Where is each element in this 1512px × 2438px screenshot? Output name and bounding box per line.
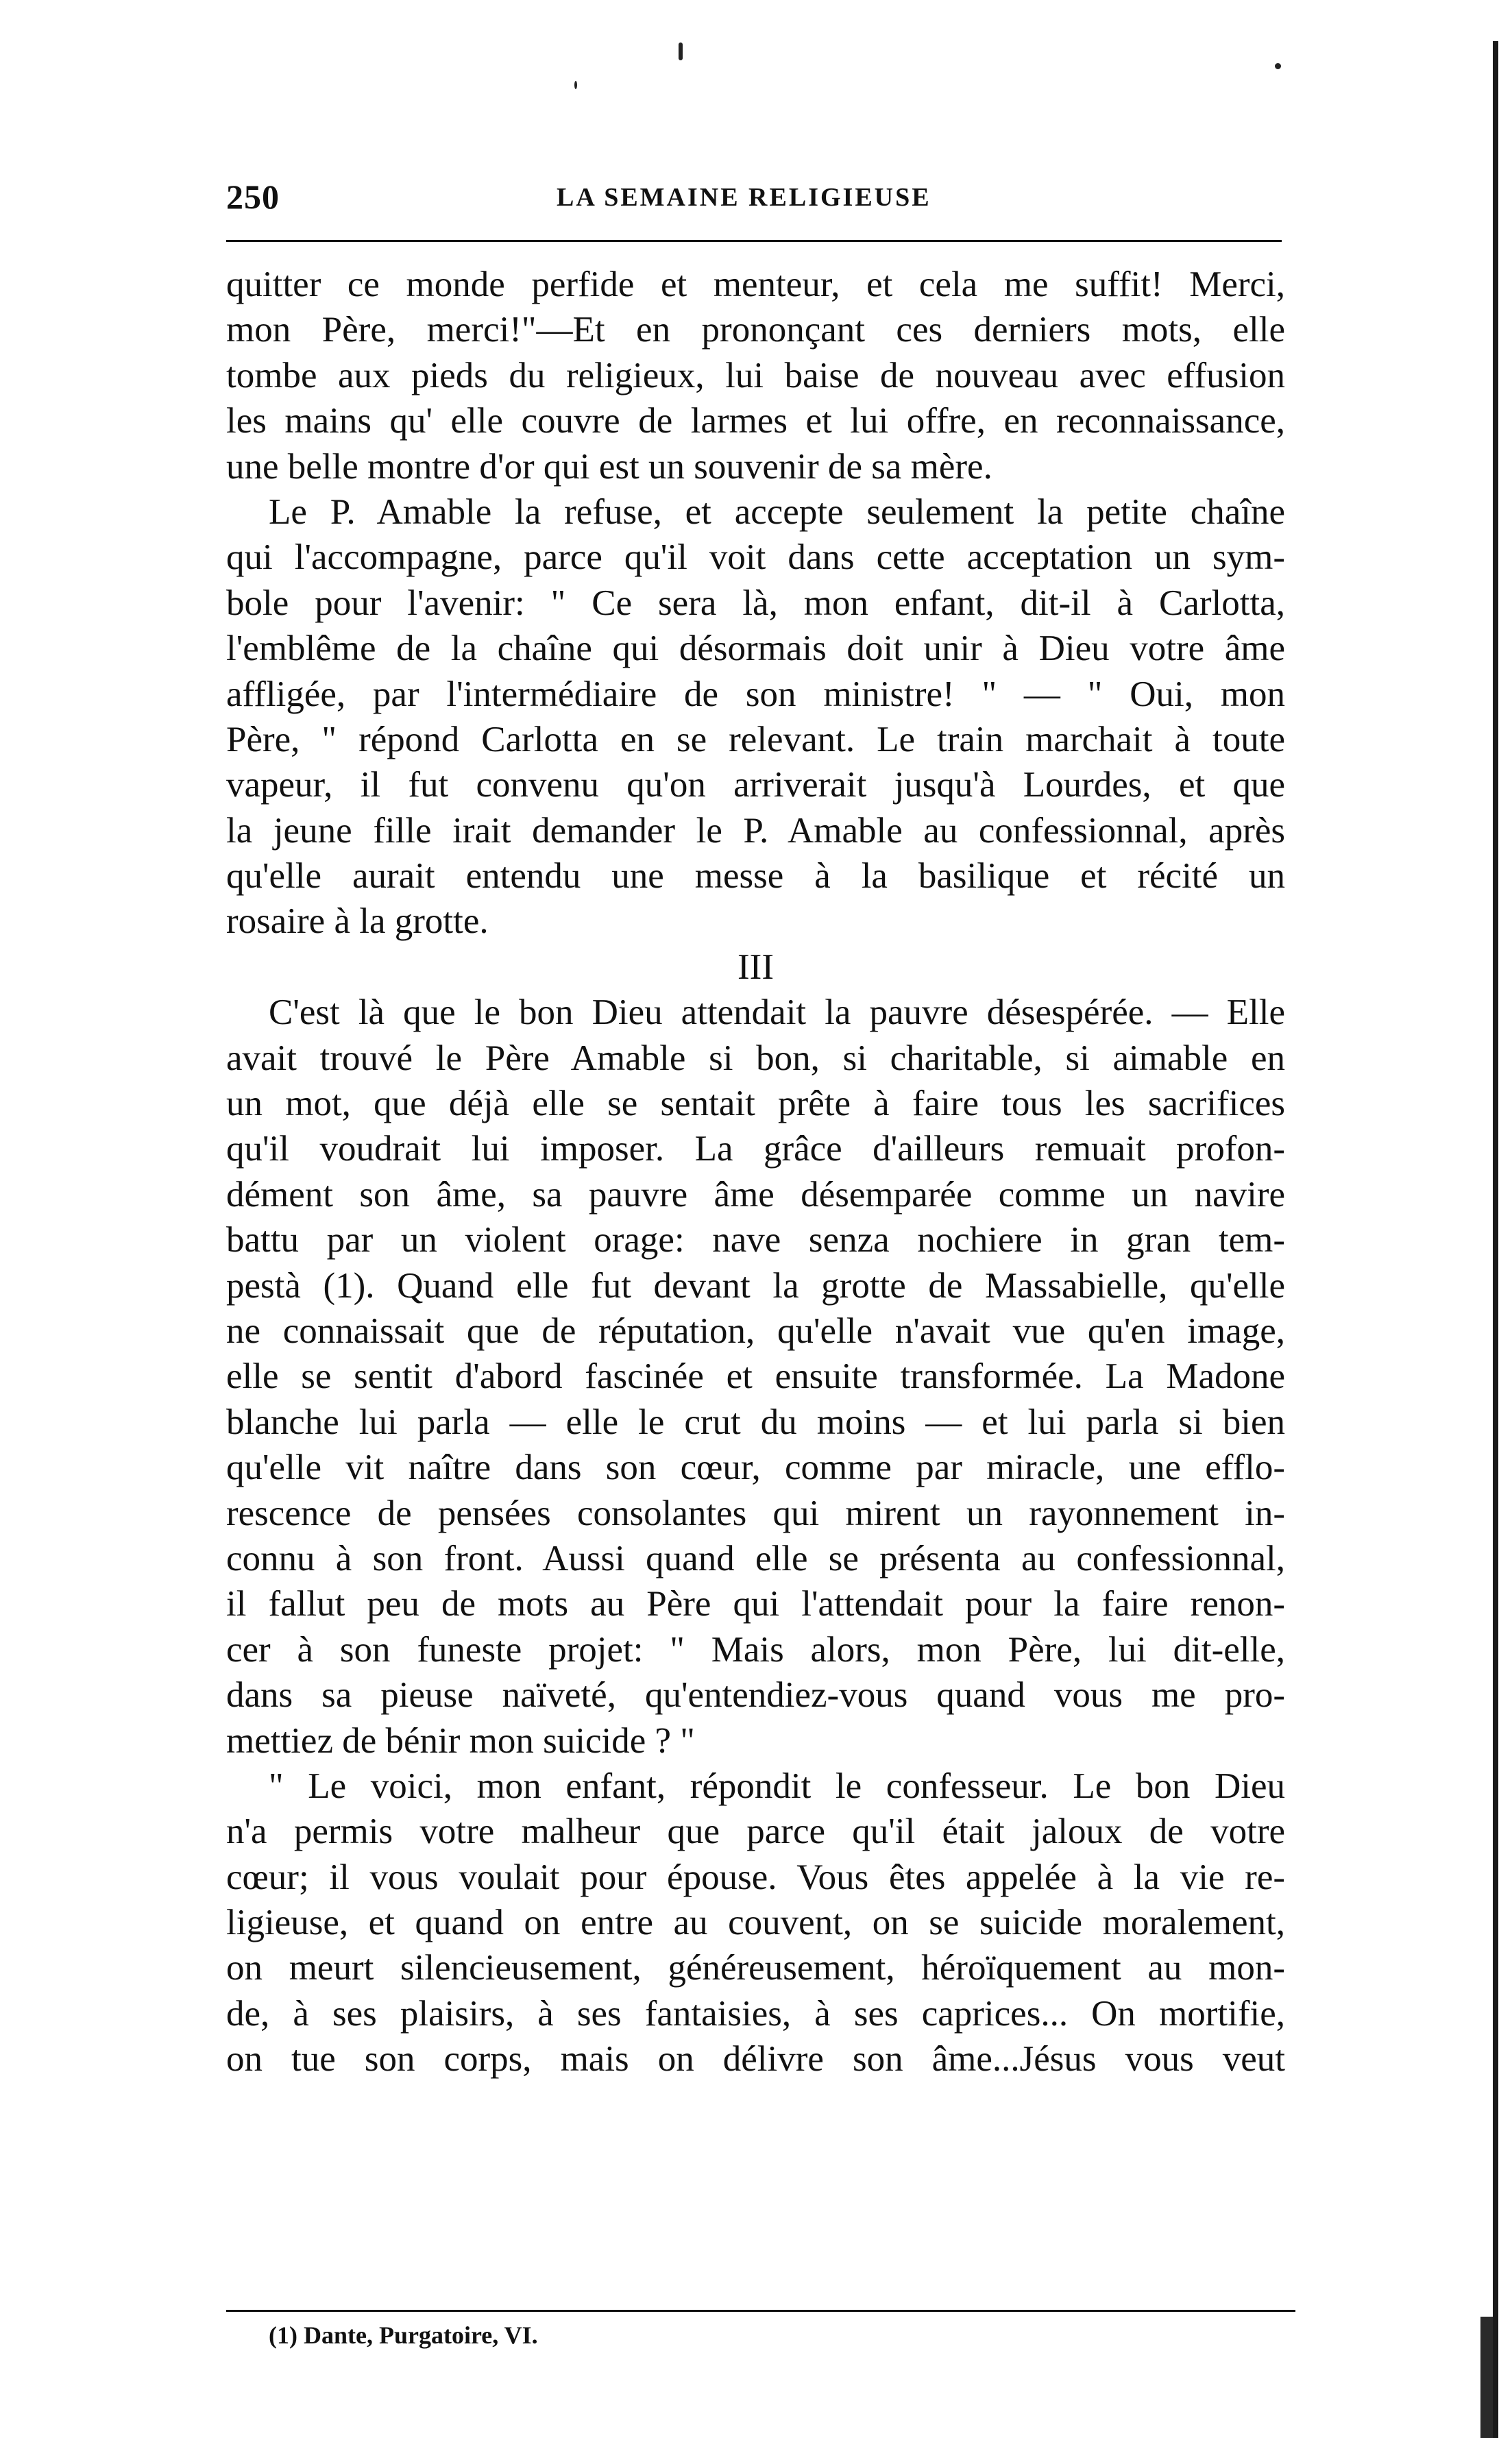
text-line: battu par un violent orage: nave senza nochiere in gran tem-	[226, 1220, 1285, 1260]
text-line: pestà (1). Quand elle fut devant la grotte de Massabielle, qu'elle	[226, 1265, 1285, 1306]
text-line: avait trouvé le Père Amable si bon, si charitable, si aimable en	[226, 1038, 1285, 1078]
text-line: qu'elle aurait entendu une messe à la basilique et récité un	[226, 856, 1285, 897]
text-line: il fallut peu de mots au Père qui l'attendait pour la faire renon-	[226, 1584, 1285, 1624]
text-line: n'a permis votre malheur que parce qu'il était jaloux de votre	[226, 1812, 1285, 1852]
text-line: cœur; il vous voulait pour épouse. Vous êtes appelée à la vie re-	[226, 1857, 1285, 1897]
page-number: 250	[226, 178, 280, 216]
text-line: mettiez de bénir mon suicide ? "	[226, 1720, 695, 1761]
section-heading: III	[737, 947, 774, 987]
text-line: connu à son front. Aussi quand elle se présenta au confessionnal,	[226, 1538, 1285, 1578]
text-line: bole pour l'avenir: " Ce sera là, mon enfant, dit-il à Carlotta,	[226, 583, 1285, 623]
text-line: une belle montre d'or qui est un souvenir de sa mère.	[226, 446, 992, 487]
body-text	[226, 262, 1295, 2082]
text-line: quitter ce monde perfide et menteur, et cela me suffit! Merci,	[226, 265, 1285, 304]
text-line: rescence de pensées consolantes qui mirent un rayonnement in-	[226, 1493, 1285, 1533]
text-line: rosaire à la grotte.	[226, 901, 489, 942]
text-line: les mains qu' elle couvre de larmes et lui offre, en reconnaissance,	[226, 401, 1285, 441]
text-line: on meurt silencieusement, généreusement, héroïquement au mon-	[226, 1948, 1285, 1988]
text-line: dans sa pieuse naïveté, qu'entendiez-vous quand vous me pro-	[226, 1675, 1285, 1716]
text-line: l'emblême de la chaîne qui désormais doit unir à Dieu votre âme	[226, 629, 1285, 669]
text-line: qu'il voudrait lui imposer. La grâce d'ailleurs remuait profon-	[226, 1129, 1285, 1169]
text-line: vapeur, il fut convenu qu'on arriverait jusqu'à Lourdes, et que	[226, 765, 1285, 805]
scan-edge-shadow	[1493, 41, 1498, 2438]
footnote-rule	[226, 2310, 1295, 2312]
text-line: cer à son funeste projet: " Mais alors, mon Père, lui dit-elle,	[226, 1629, 1285, 1670]
text-line: mon Père, merci!"—Et en prononçant ces derniers mots, elle	[226, 310, 1285, 350]
text-line: elle se sentit d'abord fascinée et ensuite transformée. La Madone	[226, 1356, 1285, 1397]
text-line: dément son âme, sa pauvre âme désemparée comme un navire	[226, 1174, 1285, 1215]
text-line: la jeune fille irait demander le P. Amable au confessionnal, après	[226, 810, 1285, 851]
text-line: ligieuse, et quand on entre au couvent, on se suicide moralement,	[226, 1903, 1285, 1943]
text-line: Le P. Amable la refuse, et accepte seulement la petite chaîne	[269, 491, 1285, 532]
text-line: tombe aux pieds du religieux, lui baise de nouveau avec effusion	[226, 355, 1285, 395]
header-rule	[226, 240, 1282, 242]
text-line: qu'elle vit naître dans son cœur, comme par miracle, une efflo-	[226, 1448, 1285, 1488]
text-line: on tue son corps, mais on délivre son âme...Jésus vous veut	[226, 2039, 1285, 2080]
text-line: Père, " répond Carlotta en se relevant. Le train marchait à toute	[226, 719, 1285, 759]
text-line: un mot, que déjà elle se sentait prête à faire tous les sacrifices	[226, 1084, 1285, 1124]
text-line: qui l'accompagne, parce qu'il voit dans cette acceptation un sym-	[226, 537, 1285, 578]
text-line: blanche lui parla — elle le crut du moins — et lui parla si bien	[226, 1402, 1285, 1442]
scan-speck	[1275, 63, 1281, 69]
running-title: LA SEMAINE RELIGIEUSE	[557, 183, 931, 212]
text-line: " Le voici, mon enfant, répondit le confesseur. Le bon Dieu	[269, 1766, 1285, 1806]
footnote: (1) Dante, Purgatoire, VI.	[269, 2321, 538, 2349]
text-line: affligée, par l'intermédiaire de son ministre! " — " Oui, mon	[226, 674, 1285, 714]
text-line: ne connaissait que de réputation, qu'elle n'avait vue qu'en image,	[226, 1311, 1285, 1351]
page-header	[226, 177, 1282, 225]
text-line: de, à ses plaisirs, à ses fantaisies, à ses caprices... On mortifie,	[226, 1993, 1285, 2034]
text-line: C'est là que le bon Dieu attendait la pauvre désespérée. — Elle	[269, 992, 1285, 1033]
scan-speck	[679, 42, 683, 60]
scan-speck	[574, 81, 577, 89]
scan-edge-shadow-bottom	[1480, 2317, 1493, 2438]
